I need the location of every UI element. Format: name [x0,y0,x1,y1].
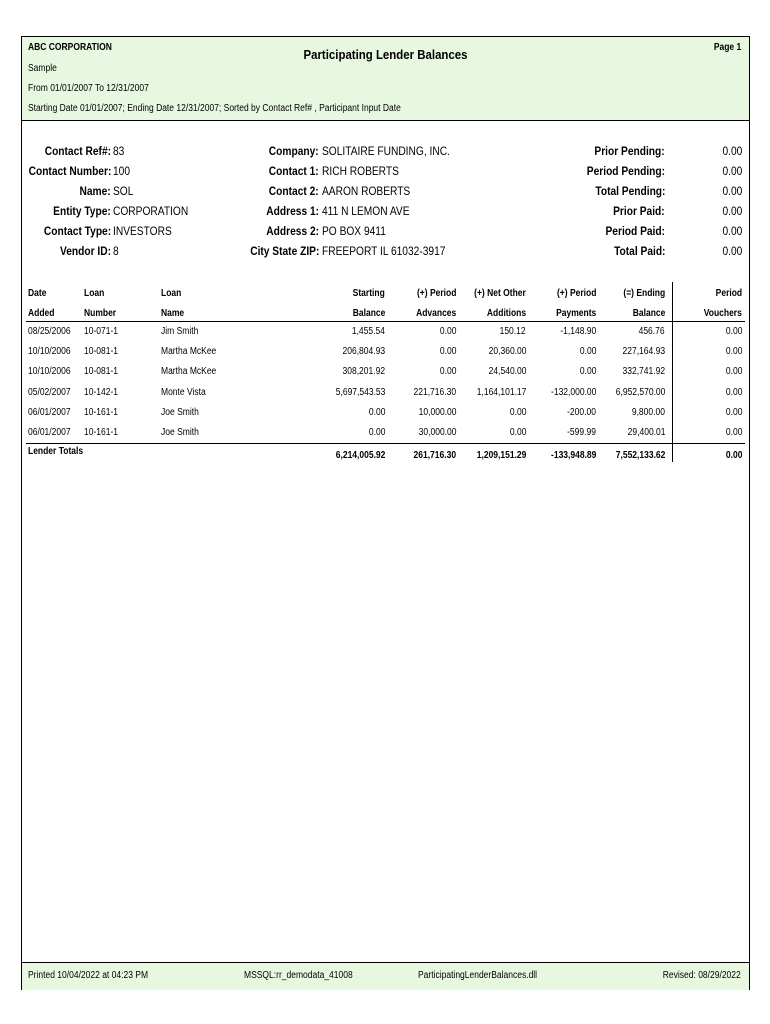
contact-middle-value: PO BOX 9411 [322,224,386,238]
total-cell: 261,716.30 [413,450,456,461]
loan-name-cell: Martha McKee [161,366,217,378]
column-header: (+) Period [556,288,596,299]
contact-middle-label: Contact 1: [269,164,319,178]
table-cell: 0.00 [579,346,596,358]
table-cell: 221,716.30 [413,386,456,398]
column-header: Balance [632,308,665,319]
column-header: Additions [486,308,526,319]
column-header: Period [715,288,742,299]
table-cell: 08/25/2006 [28,326,71,337]
table-cell: 5,697,543.53 [335,386,385,398]
column-header: (+) Net Other [474,288,526,299]
table-cell: 0.00 [439,326,456,337]
column-header: Starting [352,288,385,299]
table-cell: 0.00 [725,386,742,398]
table-cell: 9,800.00 [631,406,665,418]
contact-middle-value: AARON ROBERTS [322,184,411,198]
contact-right-value: 0.00 [722,144,742,158]
table-cell: 20,360.00 [488,346,526,358]
contact-left-value: 100 [113,164,131,178]
table-cell: 0.00 [439,346,456,358]
table-cell: 0.00 [725,427,742,438]
table-cell: 10-081-1 [84,346,119,358]
table-cell: 332,741.92 [622,366,665,378]
total-cell: -133,948.89 [550,450,596,461]
table-cell: 150.12 [499,326,526,337]
column-header: Number [84,308,117,319]
contact-left-label: Contact Type: [43,224,111,238]
table-cell: 0.00 [509,406,526,418]
header-divider [26,321,745,322]
contact-middle-label: Company: [269,144,319,158]
contact-left-label: Vendor ID: [59,244,111,258]
total-cell: 1,209,151.29 [476,450,526,461]
vouchers-separator [672,282,673,462]
contact-middle-value: 411 N LEMON AVE [322,204,410,218]
table-cell: 227,164.93 [622,346,665,358]
report-footer [22,962,749,990]
contact-left-value: SOL [113,184,134,198]
report-page [21,36,750,990]
database-name: MSSQL:rr_demodata_41008 [244,970,353,981]
contact-right-label: Total Pending: [594,184,665,198]
table-cell: 10/10/2006 [28,366,71,378]
contact-middle-label: City State ZIP: [249,244,319,258]
column-header: Payments [555,308,596,319]
column-header: Date [28,288,47,299]
table-cell: 10-081-1 [84,366,119,378]
table-cell: 06/01/2007 [28,406,71,418]
table-cell: 456.76 [638,326,665,337]
loan-name-cell: Jim Smith [161,326,199,337]
contact-right-label: Prior Pending: [594,144,665,158]
contact-middle-label: Address 1: [266,204,319,218]
table-cell: 29,400.01 [627,427,665,438]
contact-right-label: Prior Paid: [613,204,665,218]
contact-middle-value: FREEPORT IL 61032-3917 [322,244,446,258]
table-cell: -599.99 [567,427,596,438]
column-header: Name [161,308,185,319]
contact-right-label: Period Pending: [586,164,665,178]
table-cell: 0.00 [725,326,742,337]
table-cell: 10-071-1 [84,326,119,337]
table-cell: 1,455.54 [351,326,385,337]
total-cell: 0.00 [725,450,742,461]
report-header [22,37,749,121]
table-cell: 0.00 [579,366,596,378]
table-cell: 10-161-1 [84,406,119,418]
column-header: Loan [84,288,105,299]
table-cell: 0.00 [725,346,742,358]
company-name: ABC CORPORATION [28,42,112,53]
column-header: Balance [352,308,385,319]
column-header: Advances [415,308,456,319]
contact-left-label: Contact Number: [28,164,111,178]
contact-middle-value: RICH ROBERTS [322,164,399,178]
contact-right-value: 0.00 [722,244,742,258]
table-cell: 308,201.92 [342,366,385,378]
loan-name-cell: Joe Smith [161,427,199,438]
table-cell: 1,164,101.17 [476,386,526,398]
table-cell: 10/10/2006 [28,346,71,358]
contact-left-label: Entity Type: [53,204,111,218]
table-cell: 0.00 [725,366,742,378]
column-header: Vouchers [703,308,742,319]
contact-right-value: 0.00 [722,184,742,198]
totals-divider [26,443,745,444]
contact-left-label: Name: [79,184,111,198]
table-cell: 0.00 [439,366,456,378]
contact-left-value: CORPORATION [113,204,189,218]
contact-middle-label: Address 2: [266,224,319,238]
table-cell: 206,804.93 [342,346,385,358]
page-number: Page 1 [713,42,741,53]
table-cell: 30,000.00 [418,427,456,438]
contact-middle-label: Contact 2: [269,184,319,198]
column-header: Loan [161,288,182,299]
table-cell: 24,540.00 [488,366,526,378]
contact-left-value: INVESTORS [113,224,172,238]
table-cell: 0.00 [368,406,385,418]
contact-right-label: Period Paid: [605,224,665,238]
revised-date: Revised: 08/29/2022 [663,970,741,981]
column-header: (+) Period [416,288,456,299]
total-cell: 7,552,133.62 [615,450,665,461]
table-cell: -132,000.00 [550,386,596,398]
table-cell: 05/02/2007 [28,386,71,398]
total-cell: 6,214,005.92 [335,450,385,461]
loan-name-cell: Joe Smith [161,406,199,418]
lender-totals-label: Lender Totals [28,446,84,457]
table-cell: -1,148.90 [560,326,596,337]
table-cell: 10,000.00 [418,406,456,418]
contact-left-value: 83 [113,144,125,158]
contact-right-value: 0.00 [722,224,742,238]
table-cell: -200.00 [567,406,596,418]
loan-name-cell: Monte Vista [161,386,206,398]
contact-left-value: 8 [113,244,119,258]
column-header: (=) Ending [623,288,665,299]
contact-right-value: 0.00 [722,204,742,218]
table-cell: 0.00 [509,427,526,438]
printed-timestamp: Printed 10/04/2022 at 04:23 PM [28,970,149,981]
column-header: Added [28,308,55,319]
table-cell: 06/01/2007 [28,427,71,438]
contact-left-label: Contact Ref#: [44,144,111,158]
table-cell: 6,952,570.00 [615,386,665,398]
contact-right-value: 0.00 [722,164,742,178]
table-cell: 0.00 [725,406,742,418]
contact-middle-value: SOLITAIRE FUNDING, INC. [322,144,450,158]
contact-right-label: Total Paid: [613,244,665,258]
dll-name: ParticipatingLenderBalances.dll [418,970,538,981]
date-range: From 01/01/2007 To 12/31/2007 [28,83,149,94]
table-cell: 10-161-1 [84,427,119,438]
table-cell: 0.00 [368,427,385,438]
report-criteria: Starting Date 01/01/2007; Ending Date 12/31/2007; Sorted by Contact Ref# , Participant Input Date [28,103,401,114]
loan-name-cell: Martha McKee [161,346,217,358]
report-title: Participating Lender Balances [303,47,468,62]
sample-label: Sample [28,63,57,74]
table-cell: 10-142-1 [84,386,119,398]
